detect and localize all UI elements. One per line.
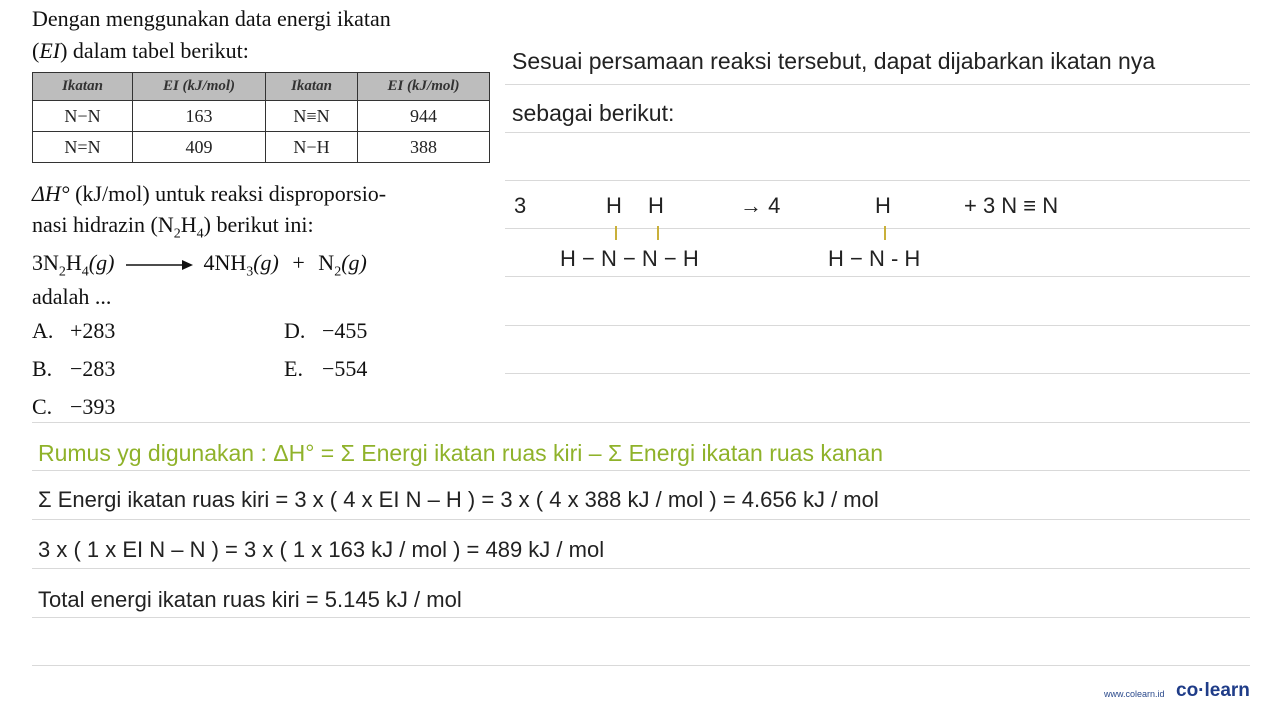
bond-line	[657, 226, 659, 240]
option-b[interactable]: B. −283	[32, 356, 116, 381]
table-cell: 944	[358, 101, 490, 132]
formula-line: Rumus yg digunakan : ΔH° = Σ Energi ikatan ruas kiri – Σ Energi ikatan ruas kanan	[38, 440, 884, 466]
question-adalah: adalah ...	[32, 284, 112, 309]
table-cell: N−H	[266, 132, 358, 163]
table-header-cell: EI (kJ/mol)	[133, 73, 266, 101]
ruled-line	[505, 276, 1250, 277]
table-header-row	[33, 73, 490, 101]
table-header-cell: Ikatan	[33, 73, 133, 101]
bond-energy-table	[32, 72, 490, 163]
structure-h-top-3: H	[875, 193, 891, 218]
explanation-line1: Sesuai persamaan reaksi tersebut, dapat dijabarkan ikatan nya	[512, 48, 1156, 74]
structure-h-top-2: H	[648, 193, 664, 218]
ruled-line	[32, 617, 1250, 618]
question-reaction-equation: $3N_2H_4(g) 4NH_3(g) + N_2(g)$	[32, 250, 367, 280]
option-d[interactable]: D. −455	[284, 318, 368, 343]
question-dh-line: ΔH° (kJ/mol) untuk reaksi disproporsio-	[32, 181, 387, 206]
table-header-cell: Ikatan	[266, 73, 358, 101]
question-hidrazin-line: nasi hidrazin $(N_2H_4)$ berikut ini:	[32, 212, 314, 242]
option-a[interactable]: A. +283	[32, 318, 116, 343]
ruled-line	[505, 84, 1250, 85]
ruled-line	[505, 325, 1250, 326]
structure-ammonia: H − N - H	[828, 246, 921, 271]
table-cell: 409	[133, 132, 266, 163]
structure-h-top-1: H	[606, 193, 622, 218]
calc-line-3: Total energi ikatan ruas kiri = 5.145 kJ / mol	[38, 587, 462, 612]
bond-line	[884, 226, 886, 240]
table-cell: 163	[133, 101, 266, 132]
option-c[interactable]: C. −393	[32, 394, 116, 419]
question-intro-line2: (EI) dalam tabel berikut:	[32, 38, 249, 63]
question-intro-line1: Dengan menggunakan data energi ikatan	[32, 6, 391, 31]
table-cell: N≡N	[266, 101, 358, 132]
structure-arrow: → 4	[740, 193, 781, 218]
ruled-line	[32, 422, 1250, 423]
bond-line	[615, 226, 617, 240]
ruled-line	[505, 373, 1250, 374]
brand-url: www.colearn.id	[1104, 689, 1165, 699]
ruled-line	[32, 568, 1250, 569]
reaction-arrow-icon	[124, 258, 194, 272]
calc-line-1: Σ Energi ikatan ruas kiri = 3 x ( 4 x EI N – H ) = 3 x ( 4 x 388 kJ / mol ) = 4.656 kJ / mol	[38, 487, 879, 512]
option-e[interactable]: E. −554	[284, 356, 368, 381]
explanation-line2: sebagai berikut:	[512, 100, 675, 126]
ruled-line	[32, 470, 1250, 471]
ruled-line	[32, 519, 1250, 520]
ruled-line	[505, 132, 1250, 133]
brand-logo: co·learn	[1176, 680, 1250, 701]
table-row	[33, 101, 490, 132]
table-header-cell: EI (kJ/mol)	[358, 73, 490, 101]
table-row	[33, 132, 490, 163]
structure-coef-left: 3	[514, 193, 527, 218]
ruled-line	[32, 665, 1250, 666]
structure-hydrazine: H − N − N − H	[560, 246, 699, 271]
structure-plus-n2: + 3 N ≡ N	[964, 193, 1059, 218]
table-cell: N=N	[33, 132, 133, 163]
calc-line-2: 3 x ( 1 x EI N – N ) = 3 x ( 1 x 163 kJ / mol ) = 489 kJ / mol	[38, 537, 605, 562]
table-cell: N−N	[33, 101, 133, 132]
ruled-line	[505, 180, 1250, 181]
table-cell: 388	[358, 132, 490, 163]
